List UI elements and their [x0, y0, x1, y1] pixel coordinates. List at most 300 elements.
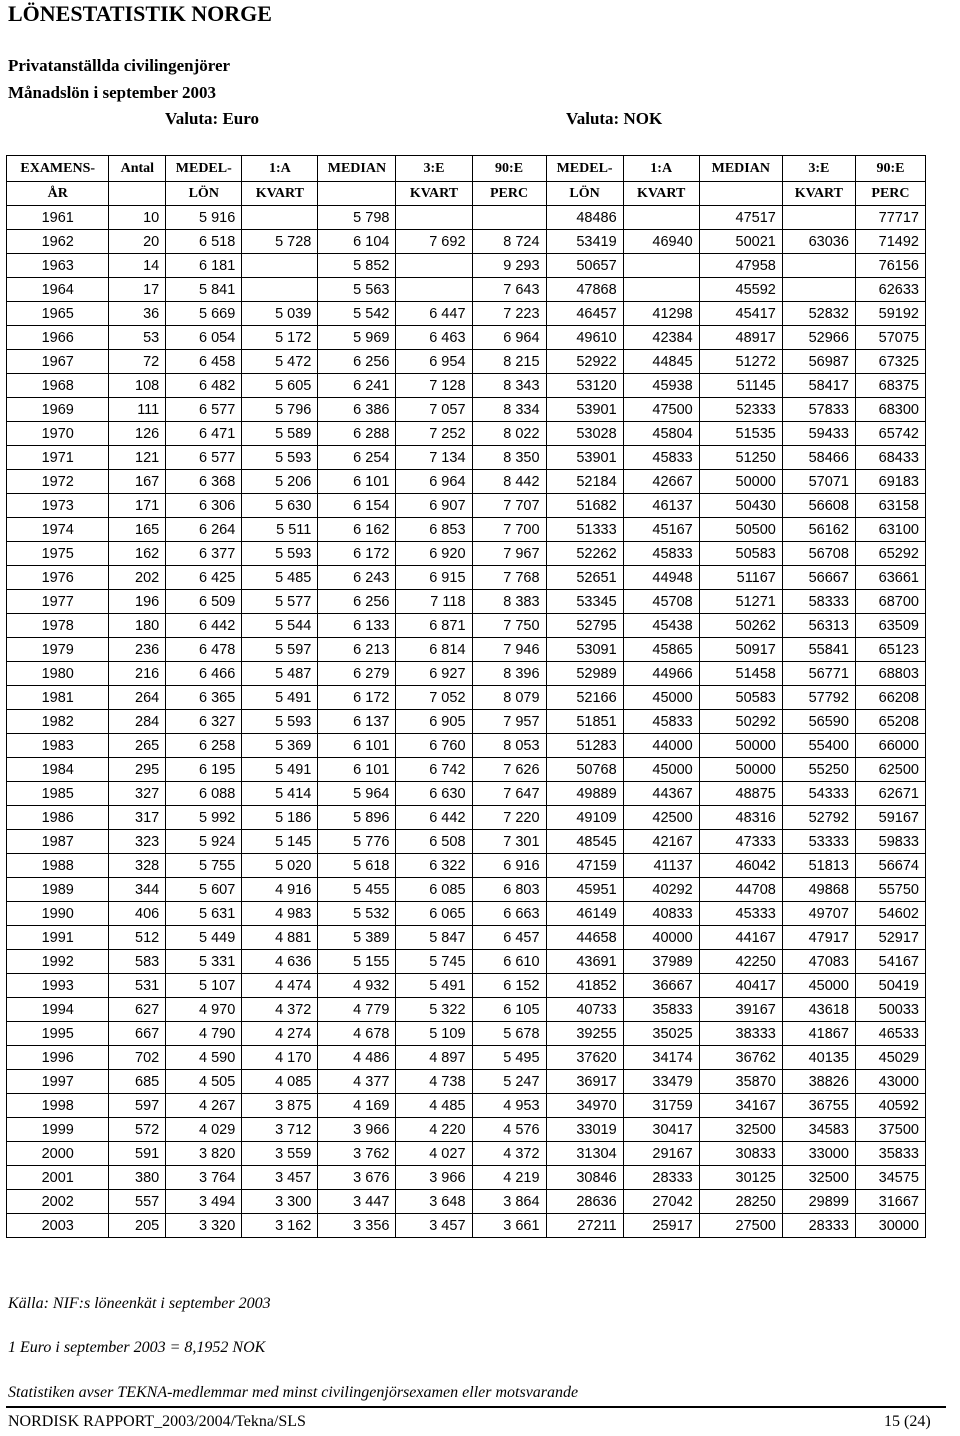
value-cell: 5 896 — [318, 806, 396, 830]
value-cell: 4 636 — [242, 950, 318, 974]
value-cell: 5 186 — [242, 806, 318, 830]
value-cell: 5 206 — [242, 470, 318, 494]
value-cell: 50292 — [699, 710, 782, 734]
value-cell: 65208 — [855, 710, 925, 734]
value-cell: 4 267 — [166, 1094, 242, 1118]
value-cell: 56162 — [782, 518, 855, 542]
value-cell: 44948 — [623, 566, 699, 590]
value-cell: 6 610 — [472, 950, 546, 974]
value-cell: 52166 — [546, 686, 623, 710]
year-cell: 1994 — [7, 998, 109, 1022]
value-cell: 46533 — [855, 1022, 925, 1046]
value-cell: 68700 — [855, 590, 925, 614]
value-cell: 52966 — [782, 326, 855, 350]
table-row — [7, 998, 926, 1022]
value-cell: 5 605 — [242, 374, 318, 398]
table-row — [7, 614, 926, 638]
table-header — [7, 156, 926, 206]
value-cell: 6 279 — [318, 662, 396, 686]
value-cell: 35870 — [699, 1070, 782, 1094]
value-cell: 5 369 — [242, 734, 318, 758]
value-cell: 6 256 — [318, 590, 396, 614]
value-cell: 4 027 — [396, 1142, 472, 1166]
table-body — [7, 206, 926, 1238]
value-cell: 6 508 — [396, 830, 472, 854]
value-cell: 63158 — [855, 494, 925, 518]
value-cell: 5 916 — [166, 206, 242, 230]
year-cell: 2003 — [7, 1214, 109, 1238]
value-cell: 5 542 — [318, 302, 396, 326]
value-cell: 6 065 — [396, 902, 472, 926]
value-cell: 7 647 — [472, 782, 546, 806]
value-cell — [782, 254, 855, 278]
value-cell — [782, 206, 855, 230]
value-cell: 53333 — [782, 830, 855, 854]
value-cell: 52832 — [782, 302, 855, 326]
column-header: 90:E — [472, 156, 546, 182]
value-cell — [242, 206, 318, 230]
value-cell: 3 661 — [472, 1214, 546, 1238]
value-cell: 7 768 — [472, 566, 546, 590]
value-cell: 6 377 — [166, 542, 242, 566]
value-cell: 45951 — [546, 878, 623, 902]
value-cell: 27500 — [699, 1214, 782, 1238]
year-cell: 1996 — [7, 1046, 109, 1070]
value-cell: 7 700 — [472, 518, 546, 542]
column-subheader: PERC — [855, 182, 925, 206]
value-cell: 4 970 — [166, 998, 242, 1022]
value-cell: 6 213 — [318, 638, 396, 662]
value-cell: 5 247 — [472, 1070, 546, 1094]
value-cell: 53120 — [546, 374, 623, 398]
value-cell: 5 593 — [242, 542, 318, 566]
column-subheader: KVART — [396, 182, 472, 206]
year-cell: 1977 — [7, 590, 109, 614]
value-cell: 56608 — [782, 494, 855, 518]
value-cell: 40292 — [623, 878, 699, 902]
value-cell: 52792 — [782, 806, 855, 830]
value-cell: 6 154 — [318, 494, 396, 518]
table-row — [7, 686, 926, 710]
year-cell: 1999 — [7, 1118, 109, 1142]
value-cell: 44000 — [623, 734, 699, 758]
value-cell: 597 — [109, 1094, 166, 1118]
value-cell: 6 104 — [318, 230, 396, 254]
year-cell: 1973 — [7, 494, 109, 518]
value-cell: 44845 — [623, 350, 699, 374]
value-cell: 47958 — [699, 254, 782, 278]
year-cell: 1968 — [7, 374, 109, 398]
value-cell — [782, 278, 855, 302]
value-cell — [472, 206, 546, 230]
value-cell: 56674 — [855, 854, 925, 878]
table-row — [7, 206, 926, 230]
column-subheader: LÖN — [166, 182, 242, 206]
value-cell: 6 466 — [166, 662, 242, 686]
value-cell: 8 079 — [472, 686, 546, 710]
value-cell: 59833 — [855, 830, 925, 854]
column-header: Antal — [109, 156, 166, 182]
value-cell: 52917 — [855, 926, 925, 950]
value-cell: 53028 — [546, 422, 623, 446]
value-cell: 31759 — [623, 1094, 699, 1118]
value-cell: 49868 — [782, 878, 855, 902]
value-cell: 3 966 — [396, 1166, 472, 1190]
value-cell: 6 964 — [396, 470, 472, 494]
value-cell: 58333 — [782, 590, 855, 614]
value-cell: 65123 — [855, 638, 925, 662]
year-cell: 1990 — [7, 902, 109, 926]
value-cell: 52651 — [546, 566, 623, 590]
value-cell: 4 219 — [472, 1166, 546, 1190]
value-cell: 702 — [109, 1046, 166, 1070]
value-cell: 51851 — [546, 710, 623, 734]
table-row — [7, 1118, 926, 1142]
value-cell: 45438 — [623, 614, 699, 638]
year-cell: 1993 — [7, 974, 109, 998]
value-cell: 38826 — [782, 1070, 855, 1094]
value-cell: 512 — [109, 926, 166, 950]
value-cell: 52333 — [699, 398, 782, 422]
table-row — [7, 422, 926, 446]
value-cell: 5 669 — [166, 302, 242, 326]
year-cell: 1975 — [7, 542, 109, 566]
value-cell: 4 169 — [318, 1094, 396, 1118]
value-cell: 6 054 — [166, 326, 242, 350]
value-cell: 6 964 — [472, 326, 546, 350]
value-cell: 3 966 — [318, 1118, 396, 1142]
value-cell: 57075 — [855, 326, 925, 350]
value-cell: 56590 — [782, 710, 855, 734]
value-cell: 46457 — [546, 302, 623, 326]
table-row — [7, 878, 926, 902]
year-cell: 1988 — [7, 854, 109, 878]
value-cell: 17 — [109, 278, 166, 302]
value-cell: 6 920 — [396, 542, 472, 566]
value-cell: 38333 — [699, 1022, 782, 1046]
value-cell: 65292 — [855, 542, 925, 566]
value-cell: 6 425 — [166, 566, 242, 590]
value-cell: 5 964 — [318, 782, 396, 806]
value-cell: 5 755 — [166, 854, 242, 878]
value-cell: 5 485 — [242, 566, 318, 590]
value-cell: 4 486 — [318, 1046, 396, 1070]
value-cell: 3 356 — [318, 1214, 396, 1238]
value-cell: 59433 — [782, 422, 855, 446]
column-header: 1:A — [623, 156, 699, 182]
column-subheader — [109, 182, 166, 206]
value-cell: 3 300 — [242, 1190, 318, 1214]
value-cell: 6 577 — [166, 446, 242, 470]
value-cell: 7 301 — [472, 830, 546, 854]
value-cell: 47159 — [546, 854, 623, 878]
column-subheader — [699, 182, 782, 206]
table-row — [7, 926, 926, 950]
value-cell: 69183 — [855, 470, 925, 494]
year-cell: 1984 — [7, 758, 109, 782]
value-cell: 5 039 — [242, 302, 318, 326]
value-cell: 5 472 — [242, 350, 318, 374]
value-cell: 30417 — [623, 1118, 699, 1142]
value-cell: 6 577 — [166, 398, 242, 422]
table-row — [7, 974, 926, 998]
value-cell: 6 482 — [166, 374, 242, 398]
value-cell: 62500 — [855, 758, 925, 782]
value-cell: 30000 — [855, 1214, 925, 1238]
value-cell: 328 — [109, 854, 166, 878]
value-cell: 7 223 — [472, 302, 546, 326]
column-subheader: LÖN — [546, 182, 623, 206]
value-cell: 50583 — [699, 542, 782, 566]
value-cell: 20 — [109, 230, 166, 254]
value-cell — [623, 254, 699, 278]
value-cell: 4 576 — [472, 1118, 546, 1142]
value-cell: 50021 — [699, 230, 782, 254]
value-cell: 380 — [109, 1166, 166, 1190]
value-cell: 50583 — [699, 686, 782, 710]
value-cell: 6 152 — [472, 974, 546, 998]
value-cell: 6 105 — [472, 998, 546, 1022]
value-cell: 41852 — [546, 974, 623, 998]
value-cell: 5 107 — [166, 974, 242, 998]
value-cell: 42667 — [623, 470, 699, 494]
value-cell: 49707 — [782, 902, 855, 926]
subtitle-population: Privatanställda civilingenjörer — [8, 56, 231, 75]
value-cell: 3 764 — [166, 1166, 242, 1190]
value-cell: 49889 — [546, 782, 623, 806]
value-cell: 57833 — [782, 398, 855, 422]
table-row — [7, 278, 926, 302]
value-cell: 50500 — [699, 518, 782, 542]
value-cell: 4 170 — [242, 1046, 318, 1070]
value-cell: 5 593 — [242, 446, 318, 470]
value-cell: 5 322 — [396, 998, 472, 1022]
value-cell: 7 052 — [396, 686, 472, 710]
currency-label-nok: Valuta: NOK — [566, 109, 663, 128]
value-cell: 50000 — [699, 470, 782, 494]
value-cell: 6 195 — [166, 758, 242, 782]
value-cell: 583 — [109, 950, 166, 974]
value-cell: 9 293 — [472, 254, 546, 278]
value-cell: 40000 — [623, 926, 699, 950]
value-cell: 34583 — [782, 1118, 855, 1142]
value-cell: 50419 — [855, 974, 925, 998]
value-cell: 45029 — [855, 1046, 925, 1070]
value-cell: 6 509 — [166, 590, 242, 614]
year-cell: 2001 — [7, 1166, 109, 1190]
value-cell: 42500 — [623, 806, 699, 830]
subtitle-period: Månadslön i september 2003 — [8, 83, 216, 102]
value-cell: 3 162 — [242, 1214, 318, 1238]
value-cell: 51813 — [782, 854, 855, 878]
value-cell: 10 — [109, 206, 166, 230]
value-cell: 685 — [109, 1070, 166, 1094]
value-cell: 47500 — [623, 398, 699, 422]
value-cell: 67325 — [855, 350, 925, 374]
table-row — [7, 470, 926, 494]
value-cell: 6 463 — [396, 326, 472, 350]
footer-divider — [6, 1406, 946, 1408]
value-cell: 35833 — [855, 1142, 925, 1166]
value-cell: 5 841 — [166, 278, 242, 302]
value-cell: 40417 — [699, 974, 782, 998]
value-cell: 45000 — [623, 758, 699, 782]
value-cell: 6 172 — [318, 686, 396, 710]
value-cell: 40733 — [546, 998, 623, 1022]
exchange-rate-note: 1 Euro i september 2003 = 8,1952 NOK — [8, 1339, 266, 1356]
value-cell: 4 505 — [166, 1070, 242, 1094]
value-cell: 6 518 — [166, 230, 242, 254]
table-row — [7, 374, 926, 398]
value-cell: 50262 — [699, 614, 782, 638]
value-cell: 4 881 — [242, 926, 318, 950]
value-cell: 572 — [109, 1118, 166, 1142]
value-cell: 7 128 — [396, 374, 472, 398]
value-cell: 6 085 — [396, 878, 472, 902]
value-cell: 6 254 — [318, 446, 396, 470]
value-cell: 48486 — [546, 206, 623, 230]
table-row — [7, 806, 926, 830]
column-subheader: PERC — [472, 182, 546, 206]
value-cell: 31304 — [546, 1142, 623, 1166]
value-cell: 37620 — [546, 1046, 623, 1070]
value-cell: 6 478 — [166, 638, 242, 662]
value-cell: 62633 — [855, 278, 925, 302]
value-cell: 52795 — [546, 614, 623, 638]
value-cell: 31667 — [855, 1190, 925, 1214]
value-cell: 4 029 — [166, 1118, 242, 1142]
value-cell: 36667 — [623, 974, 699, 998]
value-cell: 30833 — [699, 1142, 782, 1166]
value-cell: 6 101 — [318, 758, 396, 782]
value-cell: 56667 — [782, 566, 855, 590]
value-cell: 6 915 — [396, 566, 472, 590]
value-cell: 6 663 — [472, 902, 546, 926]
year-cell: 1974 — [7, 518, 109, 542]
value-cell: 6 907 — [396, 494, 472, 518]
value-cell: 51333 — [546, 518, 623, 542]
value-cell: 3 648 — [396, 1190, 472, 1214]
value-cell: 44367 — [623, 782, 699, 806]
value-cell: 180 — [109, 614, 166, 638]
value-cell: 7 967 — [472, 542, 546, 566]
value-cell: 4 738 — [396, 1070, 472, 1094]
value-cell: 51250 — [699, 446, 782, 470]
header-row-sublabels — [7, 182, 926, 206]
year-cell: 2000 — [7, 1142, 109, 1166]
value-cell: 51145 — [699, 374, 782, 398]
table-row — [7, 446, 926, 470]
value-cell: 5 511 — [242, 518, 318, 542]
table-row — [7, 1070, 926, 1094]
value-cell: 216 — [109, 662, 166, 686]
source-note: Källa: NIF:s löneenkät i september 2003 — [8, 1295, 271, 1312]
column-header: 90:E — [855, 156, 925, 182]
year-cell: 1983 — [7, 734, 109, 758]
value-cell: 68300 — [855, 398, 925, 422]
value-cell: 40135 — [782, 1046, 855, 1070]
value-cell: 49109 — [546, 806, 623, 830]
column-header: 1:A — [242, 156, 318, 182]
column-subheader: KVART — [623, 182, 699, 206]
column-subheader: KVART — [242, 182, 318, 206]
value-cell: 4 897 — [396, 1046, 472, 1070]
value-cell: 55750 — [855, 878, 925, 902]
table-row — [7, 734, 926, 758]
value-cell: 52184 — [546, 470, 623, 494]
value-cell: 52989 — [546, 662, 623, 686]
value-cell: 40833 — [623, 902, 699, 926]
value-cell: 45592 — [699, 278, 782, 302]
value-cell: 295 — [109, 758, 166, 782]
value-cell: 33000 — [782, 1142, 855, 1166]
value-cell: 71492 — [855, 230, 925, 254]
value-cell: 4 372 — [472, 1142, 546, 1166]
value-cell: 7 220 — [472, 806, 546, 830]
year-cell: 1961 — [7, 206, 109, 230]
value-cell: 406 — [109, 902, 166, 926]
value-cell: 4 377 — [318, 1070, 396, 1094]
value-cell: 6 172 — [318, 542, 396, 566]
value-cell: 6 133 — [318, 614, 396, 638]
value-cell: 66000 — [855, 734, 925, 758]
value-cell: 41867 — [782, 1022, 855, 1046]
value-cell: 4 953 — [472, 1094, 546, 1118]
value-cell: 45804 — [623, 422, 699, 446]
value-cell: 43000 — [855, 1070, 925, 1094]
value-cell: 37989 — [623, 950, 699, 974]
footer-report-name: NORDISK RAPPORT_2003/2004/Tekna/SLS — [8, 1413, 306, 1430]
column-subheader: ÅR — [7, 182, 109, 206]
value-cell: 66208 — [855, 686, 925, 710]
value-cell: 591 — [109, 1142, 166, 1166]
value-cell: 5 449 — [166, 926, 242, 950]
value-cell: 323 — [109, 830, 166, 854]
value-cell: 236 — [109, 638, 166, 662]
value-cell: 27211 — [546, 1214, 623, 1238]
value-cell: 6 803 — [472, 878, 546, 902]
page-title: LÖNESTATISTIK NORGE — [8, 1, 272, 26]
table-row — [7, 710, 926, 734]
value-cell: 8 022 — [472, 422, 546, 446]
year-cell: 1965 — [7, 302, 109, 326]
value-cell: 5 618 — [318, 854, 396, 878]
value-cell: 50657 — [546, 254, 623, 278]
table-row — [7, 254, 926, 278]
value-cell: 45833 — [623, 710, 699, 734]
value-cell: 50000 — [699, 758, 782, 782]
year-cell: 1972 — [7, 470, 109, 494]
table-row — [7, 758, 926, 782]
table-row — [7, 518, 926, 542]
value-cell: 28333 — [623, 1166, 699, 1190]
value-cell: 58417 — [782, 374, 855, 398]
value-cell: 45865 — [623, 638, 699, 662]
column-header: MEDEL- — [166, 156, 242, 182]
table-row — [7, 350, 926, 374]
value-cell: 4 983 — [242, 902, 318, 926]
value-cell: 6 760 — [396, 734, 472, 758]
table-row — [7, 494, 926, 518]
value-cell: 6 916 — [472, 854, 546, 878]
table-row — [7, 542, 926, 566]
value-cell: 327 — [109, 782, 166, 806]
value-cell: 3 864 — [472, 1190, 546, 1214]
table-row — [7, 230, 926, 254]
value-cell: 46042 — [699, 854, 782, 878]
value-cell: 45000 — [623, 686, 699, 710]
footer-page-number: 15 (24) — [884, 1413, 931, 1430]
